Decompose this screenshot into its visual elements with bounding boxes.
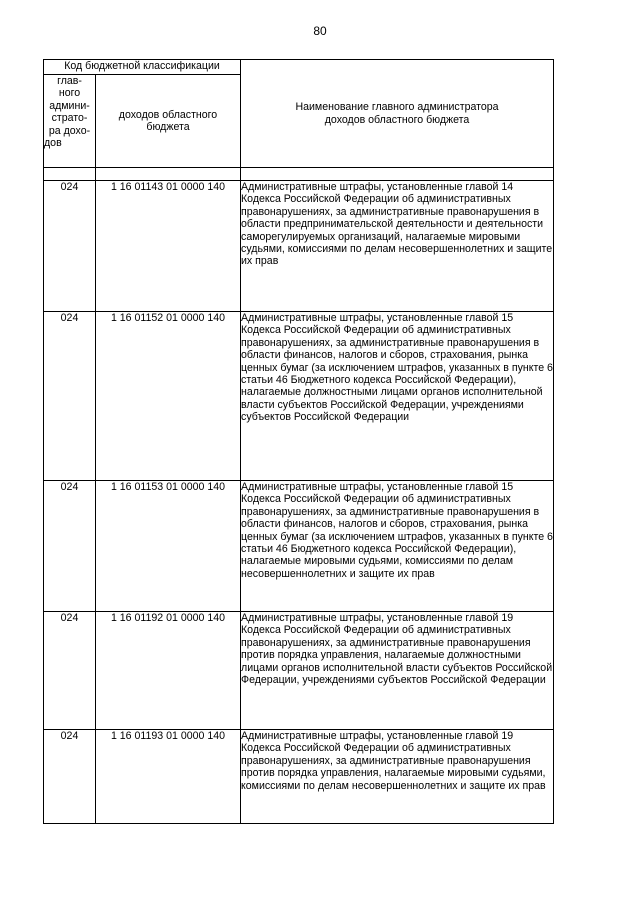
spacer-cell (96, 168, 241, 181)
header-chief-admin-line-4: страто- (51, 112, 88, 125)
header-admin-name (241, 60, 554, 168)
header-spacer-row (44, 168, 554, 181)
revenue-code-cell: 1 16 01193 01 0000 140 (96, 730, 241, 824)
table-row (44, 481, 554, 612)
admin-code-cell: 024 (44, 730, 96, 824)
revenue-name-cell: Административные штрафы, установленные главой 15 Кодекса Российской Федерации об административных правонарушениях, за административные правонарушения в области финансов, налогов и сборов, страхования, рынка ценных бумаг (за исключением штрафов, указанных в пункте 6 статьи 46 Бюджетного кодекса Российской Федерации), налагаемые мировыми судьями, комиссиями по делам несовершеннолетних и защите их прав (241, 481, 554, 612)
budget-classification-table (43, 59, 554, 824)
header-chief-admin (44, 75, 96, 168)
header-budget-classification-code: Код бюджетной классификации (44, 60, 241, 75)
admin-code-cell: 024 (44, 612, 96, 730)
header-chief-admin-line-1: глав- (57, 75, 82, 87)
header-admin-name-line-2: доходов областного бюджета (324, 113, 470, 126)
admin-code-cell: 024 (44, 312, 96, 481)
header-chief-admin-line-6: дов (44, 137, 62, 150)
revenue-name-cell: Административные штрафы, установленные главой 15 Кодекса Российской Федерации об административных правонарушениях, за административные правонарушения в области финансов, налогов и сборов, страхования, рынка ценных бумаг (за исключением штрафов, указанных в пункте 6 статьи 46 Бюджетного кодекса Российской Федерации), налагаемые должностными лицами органов исполнительной власти субъектов Российской Федерации, учреждениями субъектов Российской Федерации (241, 312, 554, 481)
revenue-code-cell: 1 16 01152 01 0000 140 (96, 312, 241, 481)
spacer-cell (44, 168, 96, 181)
header-row-group (44, 60, 554, 75)
header-admin-name-line-1: Наименование главного администратора (295, 101, 499, 114)
revenue-name-cell: Административные штрафы, установленные главой 14 Кодекса Российской Федерации об административных правонарушениях, за административные правонарушения в области предпринимательской деятельности и деятельности саморегулируемых организаций, налагаемые мировыми судьями, комиссиями по делам несовершеннолетних и защите их прав (241, 181, 554, 312)
revenue-name-cell: Административные штрафы, установленные главой 19 Кодекса Российской Федерации об административных правонарушениях, за административные правонарушения против порядка управления, налагаемые мировыми судьями, комиссиями по делам несовершеннолетних и защите их прав (241, 730, 554, 824)
header-revenue-code-line-1: доходов областного (118, 108, 218, 121)
spacer-cell (241, 168, 554, 181)
header-revenue-code (96, 75, 241, 168)
admin-code-cell: 024 (44, 181, 96, 312)
header-chief-admin-line-3: админи- (49, 99, 90, 112)
revenue-code-cell: 1 16 01143 01 0000 140 (96, 181, 241, 312)
revenue-code-cell: 1 16 01153 01 0000 140 (96, 481, 241, 612)
admin-code-cell: 024 (44, 481, 96, 612)
revenue-code-cell: 1 16 01192 01 0000 140 (96, 612, 241, 730)
table-row (44, 612, 554, 730)
revenue-name-cell: Административные штрафы, установленные главой 19 Кодекса Российской Федерации об административных правонарушениях, за административные правонарушения против порядка управления, налагаемые должностными лицами органов исполнительной власти субъектов Российской Федерации, учреждениями субъектов Российской Федерации (241, 612, 554, 730)
table-row (44, 181, 554, 312)
header-revenue-code-line-2: бюджета (146, 121, 190, 133)
header-chief-admin-line-5: ра дохо- (48, 124, 91, 137)
table-row (44, 312, 554, 481)
page-number: 80 (313, 24, 327, 38)
header-chief-admin-line-2: ного (58, 87, 81, 100)
table-row (44, 730, 554, 824)
